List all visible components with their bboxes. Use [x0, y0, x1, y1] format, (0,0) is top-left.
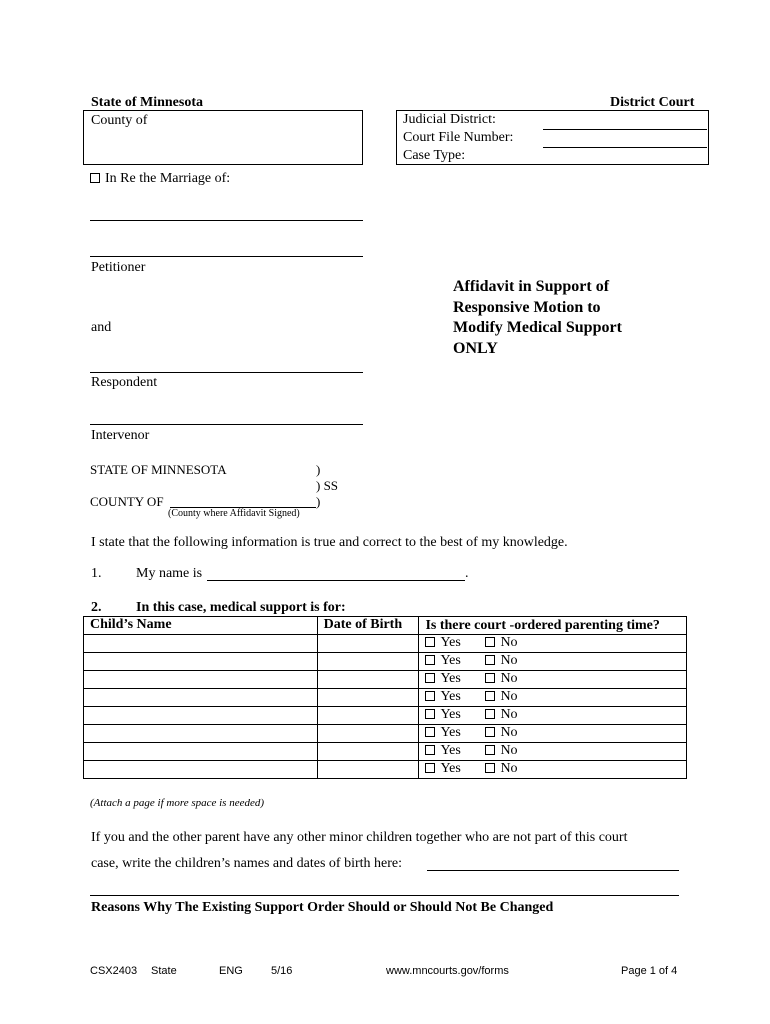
item1-text: My name is: [136, 566, 203, 581]
yes-checkbox[interactable]: [425, 745, 435, 755]
judicial-district-label: Judicial District:: [403, 112, 496, 127]
state-heading: State of Minnesota: [91, 95, 203, 110]
respondent-line[interactable]: [90, 372, 363, 373]
statement-text: I state that the following information is true and correct to the best of my knowledge.: [91, 535, 568, 550]
yes-option: [425, 743, 485, 759]
date-of-birth-cell[interactable]: [317, 707, 419, 725]
child-name-header: Child’s Name: [84, 617, 318, 635]
date-of-birth-cell[interactable]: [317, 689, 419, 707]
item2-text: In this case, medical support is for:: [136, 600, 346, 615]
yes-label: Yes: [440, 671, 461, 686]
parenting-time-cell: [419, 635, 687, 653]
no-option: [485, 635, 545, 651]
yes-checkbox[interactable]: [425, 709, 435, 719]
document-title: [453, 277, 622, 359]
no-checkbox[interactable]: [485, 637, 495, 647]
respondent-label: Respondent: [91, 375, 158, 390]
table-row: [84, 707, 687, 725]
child-name-cell[interactable]: [84, 689, 318, 707]
yes-option: [425, 707, 485, 723]
county-label: County of: [91, 113, 148, 128]
no-label: No: [500, 725, 518, 740]
no-label: No: [500, 761, 518, 776]
item1-number: 1.: [91, 566, 102, 581]
date-of-birth-cell[interactable]: [317, 671, 419, 689]
title-line-2: Responsive Motion to: [453, 298, 601, 316]
yes-option: [425, 725, 485, 741]
yes-checkbox[interactable]: [425, 691, 435, 701]
and-label: and: [91, 320, 112, 335]
no-checkbox[interactable]: [485, 655, 495, 665]
yes-checkbox[interactable]: [425, 637, 435, 647]
footer-url[interactable]: www.mncourts.gov/forms: [386, 965, 509, 977]
table-header-row: [84, 617, 687, 635]
footer-form-code: CSX2403: [90, 965, 138, 977]
child-name-cell[interactable]: [84, 725, 318, 743]
child-name-cell[interactable]: [84, 707, 318, 725]
no-checkbox[interactable]: [485, 673, 495, 683]
table-row: [84, 653, 687, 671]
yes-option: [425, 671, 485, 687]
yes-label: Yes: [440, 725, 461, 740]
party2-line[interactable]: [90, 256, 363, 257]
other-children-field-2[interactable]: [90, 895, 679, 896]
table-row: [84, 671, 687, 689]
party1-line[interactable]: [90, 220, 363, 221]
footer-version: 5/16: [271, 965, 293, 977]
court-file-number-field[interactable]: [543, 147, 707, 148]
other-children-field-1[interactable]: [427, 870, 679, 871]
title-line-1: Affidavit in Support of: [453, 278, 610, 295]
no-label: No: [500, 707, 518, 722]
yes-checkbox[interactable]: [425, 763, 435, 773]
venue-ss: ) SS: [316, 478, 339, 493]
footer-lang: ENG: [219, 965, 243, 977]
name-field[interactable]: [207, 580, 465, 581]
other-children-line-1: If you and the other parent have any other minor children together who are not part of this court: [91, 830, 628, 845]
date-of-birth-cell[interactable]: [317, 653, 419, 671]
court-file-number-label: Court File Number:: [403, 130, 514, 145]
venue-county-label: COUNTY OF: [90, 494, 164, 509]
yes-checkbox[interactable]: [425, 673, 435, 683]
no-option: [485, 743, 545, 759]
table-row: [84, 635, 687, 653]
yes-checkbox[interactable]: [425, 655, 435, 665]
reasons-heading: Reasons Why The Existing Support Order Should or Should Not Be Changed: [91, 900, 554, 915]
table-row: [84, 725, 687, 743]
case-info-box: [396, 110, 709, 165]
no-label: No: [500, 743, 518, 758]
date-of-birth-cell[interactable]: [317, 725, 419, 743]
date-of-birth-cell[interactable]: [317, 761, 419, 779]
attach-note: (Attach a page if more space is needed): [90, 797, 265, 809]
yes-label: Yes: [440, 635, 461, 650]
in-re-checkbox[interactable]: [90, 173, 100, 183]
no-option: [485, 689, 545, 705]
yes-option: [425, 635, 485, 651]
venue-county-note: (County where Affidavit Signed): [168, 508, 300, 519]
title-line-3: Modify Medical Support: [453, 319, 622, 336]
yes-option: [425, 653, 485, 669]
child-name-cell[interactable]: [84, 761, 318, 779]
yes-label: Yes: [440, 761, 461, 776]
court-heading: District Court: [610, 95, 695, 110]
no-label: No: [500, 671, 518, 686]
venue-paren-1: ): [316, 462, 321, 477]
table-row: [84, 743, 687, 761]
item1-end: .: [465, 566, 469, 581]
date-of-birth-cell[interactable]: [317, 743, 419, 761]
no-checkbox[interactable]: [485, 727, 495, 737]
date-of-birth-cell[interactable]: [317, 635, 419, 653]
parenting-time-cell: [419, 743, 687, 761]
no-checkbox[interactable]: [485, 745, 495, 755]
table-row: [84, 761, 687, 779]
parenting-time-cell: [419, 725, 687, 743]
yes-checkbox[interactable]: [425, 727, 435, 737]
footer-page: Page 1 of 4: [621, 965, 678, 977]
yes-label: Yes: [440, 707, 461, 722]
footer-state: State: [151, 965, 177, 977]
parenting-time-header: Is there court -ordered parenting time?: [419, 617, 687, 635]
in-re-label: In Re the Marriage of:: [105, 171, 231, 186]
judicial-district-field[interactable]: [543, 129, 707, 130]
child-name-cell[interactable]: [84, 653, 318, 671]
date-of-birth-header: Date of Birth: [317, 617, 419, 635]
county-box[interactable]: [83, 110, 363, 165]
item2-number: 2.: [91, 600, 102, 615]
yes-option: [425, 761, 485, 777]
no-checkbox[interactable]: [485, 691, 495, 701]
no-option: [485, 653, 545, 669]
venue-state-label: STATE OF MINNESOTA: [90, 462, 227, 477]
yes-option: [425, 689, 485, 705]
table-row: [84, 689, 687, 707]
other-children-line-2: case, write the children’s names and dates of birth here:: [91, 856, 402, 871]
yes-label: Yes: [440, 743, 461, 758]
no-checkbox[interactable]: [485, 709, 495, 719]
children-table: [83, 616, 687, 779]
no-option: [485, 725, 545, 741]
parenting-time-cell: [419, 689, 687, 707]
parenting-time-cell: [419, 653, 687, 671]
intervenor-line[interactable]: [90, 424, 363, 425]
no-label: No: [500, 635, 518, 650]
yes-label: Yes: [440, 653, 461, 668]
petitioner-label: Petitioner: [91, 260, 146, 275]
parenting-time-cell: [419, 761, 687, 779]
in-re-row: [90, 171, 230, 187]
intervenor-label: Intervenor: [91, 428, 150, 443]
parenting-time-cell: [419, 707, 687, 725]
title-line-4: ONLY: [453, 339, 498, 357]
child-name-cell[interactable]: [84, 743, 318, 761]
no-checkbox[interactable]: [485, 763, 495, 773]
child-name-cell[interactable]: [84, 635, 318, 653]
case-type-label: Case Type:: [403, 148, 466, 163]
parenting-time-cell: [419, 671, 687, 689]
no-label: No: [500, 653, 518, 668]
child-name-cell[interactable]: [84, 671, 318, 689]
no-option: [485, 707, 545, 723]
yes-label: Yes: [440, 689, 461, 704]
no-option: [485, 671, 545, 687]
venue-paren-2: ): [316, 494, 321, 509]
no-label: No: [500, 689, 518, 704]
no-option: [485, 761, 545, 777]
